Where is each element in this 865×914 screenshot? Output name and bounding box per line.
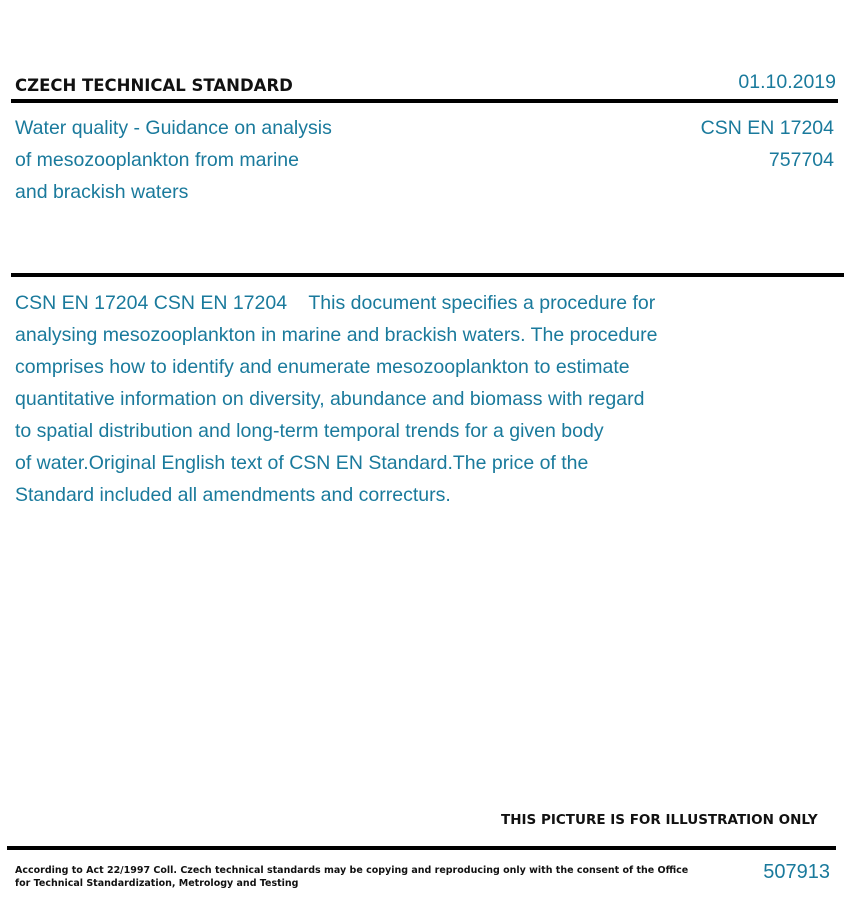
illustration-disclaimer: THIS PICTURE IS FOR ILLUSTRATION ONLY [501, 812, 818, 828]
legal-notice-line-1: According to Act 22/1997 Coll. Czech technical standards may be copying and reproducing only with the consent of the Office [15, 865, 689, 876]
legal-notice-line-2: for Technical Standardization, Metrology and Testing [15, 878, 299, 889]
legal-notice [15, 864, 688, 890]
description-line-5: to spatial distribution and long-term temporal trends for a given body [15, 420, 604, 442]
description-line-4: quantitative information on diversity, abundance and biomass with regard [15, 388, 645, 410]
title-line-1: Water quality - Guidance on analysis [15, 117, 332, 139]
description-line-2: analysing mesozooplankton in marine and brackish waters. The procedure [15, 324, 658, 346]
description-line-1: CSN EN 17204 CSN EN 17204 This document specifies a procedure for [15, 292, 656, 314]
description-line-3: comprises how to identify and enumerate mesozooplankton to estimate [15, 356, 630, 378]
description-line-6: of water.Original English text of CSN EN Standard.The price of the [15, 452, 589, 474]
title-line-3: and brackish waters [15, 181, 189, 203]
section-divider [11, 273, 844, 277]
standard-code: CSN EN 17204 [700, 117, 834, 139]
document-type-label: CZECH TECHNICAL STANDARD [15, 76, 293, 95]
document-number: 507913 [763, 861, 830, 883]
title-line-2: of mesozooplankton from marine [15, 149, 299, 171]
header-divider [11, 99, 838, 103]
footer-divider [7, 846, 836, 850]
publication-date: 01.10.2019 [738, 71, 836, 93]
class-number: 757704 [768, 149, 834, 171]
description-line-7: Standard included all amendments and correcturs. [15, 484, 451, 506]
description-text [15, 287, 735, 511]
